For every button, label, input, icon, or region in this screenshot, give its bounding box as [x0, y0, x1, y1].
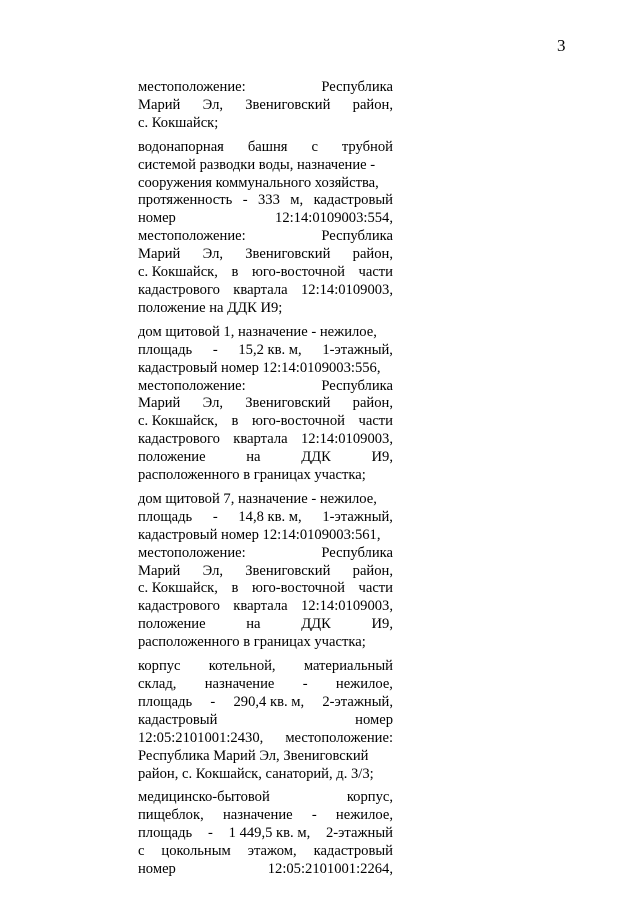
text-line	[138, 282, 393, 300]
text-segment: с	[138, 843, 145, 860]
text-segment: номер	[138, 210, 176, 227]
text-segment: с. Кокшайск,	[138, 264, 218, 281]
text-segment: этажом,	[247, 843, 297, 860]
text-segment: с. Кокшайск,	[138, 413, 218, 430]
text-segment: район,	[352, 96, 393, 113]
text-segment: дом щитовой 7, назначение - нежилое,	[138, 490, 377, 507]
text-segment: материальный	[303, 658, 393, 675]
text-segment: котельной,	[208, 658, 276, 675]
text-segment: юго-восточной	[251, 264, 345, 281]
text-segment: с	[311, 138, 318, 155]
text-segment: -	[210, 693, 216, 710]
text-segment: Республика	[321, 377, 393, 394]
paragraph	[138, 491, 393, 652]
text-segment: юго-восточной	[251, 580, 345, 597]
page-number: 3	[557, 36, 566, 55]
text-line	[138, 210, 393, 228]
text-segment: квартала	[233, 281, 288, 298]
text-line	[138, 807, 393, 825]
text-line	[138, 730, 393, 748]
text-segment: кадастровый	[313, 192, 393, 209]
text-segment: квартала	[233, 431, 288, 448]
text-segment: 2-этажный	[326, 825, 393, 842]
text-segment: 12:05:2101001:2264,	[267, 861, 393, 878]
text-segment: нежилое,	[335, 807, 393, 824]
text-segment: башня	[247, 138, 288, 155]
text-segment: -	[207, 825, 213, 842]
text-segment: корпус,	[346, 789, 393, 806]
text-segment: местоположение:	[138, 228, 246, 245]
text-segment: кадастровый номер 12:14:0109003:556,	[138, 359, 381, 376]
text-line	[138, 300, 393, 318]
text-segment: И9,	[371, 616, 393, 633]
text-segment: трубной	[341, 138, 393, 155]
text-line	[138, 616, 393, 634]
text-segment: район,	[352, 246, 393, 263]
text-segment: корпус	[138, 658, 181, 675]
text-line	[138, 694, 393, 712]
text-line	[138, 491, 393, 509]
text-line	[138, 192, 393, 210]
text-segment: Республика	[321, 544, 393, 561]
text-line	[138, 79, 393, 97]
text-segment: 12:14:0109003,	[300, 431, 393, 448]
text-line	[138, 413, 393, 431]
text-segment: положение	[138, 449, 206, 466]
text-line	[138, 843, 393, 861]
text-segment: 12:14:0109003:554,	[275, 210, 393, 227]
text-segment: номер	[138, 861, 176, 878]
text-line	[138, 395, 393, 413]
text-segment: ДДК	[301, 616, 331, 633]
text-line	[138, 431, 393, 449]
paragraph	[138, 324, 393, 485]
text-segment: 12:14:0109003,	[300, 598, 393, 615]
text-line	[138, 598, 393, 616]
text-line	[138, 563, 393, 581]
text-line	[138, 766, 393, 784]
text-segment: 1-этажный,	[322, 508, 393, 525]
text-segment: кадастрового	[138, 431, 220, 448]
text-segment: Марий	[138, 96, 181, 113]
text-line	[138, 157, 393, 175]
text-segment: на	[246, 616, 261, 633]
text-segment: в	[231, 580, 239, 597]
text-segment: ДДК	[301, 449, 331, 466]
text-segment: назначение	[222, 807, 293, 824]
text-segment: расположенного в границах участка;	[138, 634, 366, 651]
paragraph	[138, 139, 393, 318]
text-line	[138, 789, 393, 807]
text-segment: медицинско-бытовой	[138, 789, 270, 806]
text-line	[138, 748, 393, 766]
document-body	[138, 79, 393, 885]
text-line	[138, 228, 393, 246]
text-segment: местоположение:	[138, 79, 246, 95]
text-line	[138, 139, 393, 157]
text-segment: расположенного в границах участка;	[138, 467, 366, 484]
text-segment: -	[242, 192, 248, 209]
text-segment: 1-этажный,	[322, 341, 393, 358]
text-line	[138, 115, 393, 133]
paragraph	[138, 79, 393, 133]
text-segment: местоположение:	[285, 729, 393, 746]
text-segment: Эл,	[202, 562, 223, 579]
text-line	[138, 712, 393, 730]
text-line	[138, 378, 393, 396]
text-segment: в	[231, 264, 239, 281]
text-line	[138, 676, 393, 694]
text-segment: цокольным	[161, 843, 231, 860]
text-segment: части	[358, 413, 393, 430]
text-segment: дом щитовой 1, назначение - нежилое,	[138, 323, 377, 340]
text-segment: 15,2 кв. м,	[238, 341, 302, 358]
text-line	[138, 324, 393, 342]
text-line	[138, 658, 393, 676]
text-segment: кадастровый номер 12:14:0109003:561,	[138, 526, 381, 543]
text-segment: пищеблок,	[138, 807, 204, 824]
text-segment: в	[231, 413, 239, 430]
text-line	[138, 634, 393, 652]
text-segment: 12:14:0109003,	[300, 281, 393, 298]
text-segment: -	[302, 676, 308, 692]
text-segment: с. Кокшайск,	[138, 580, 218, 597]
text-segment: -	[212, 341, 218, 358]
text-segment: кадастрового	[138, 598, 220, 615]
text-segment: 14,8 кв. м,	[238, 508, 302, 525]
paragraph	[138, 789, 393, 879]
text-segment: части	[358, 580, 393, 597]
text-segment: юго-восточной	[251, 413, 345, 430]
text-segment: положение на ДДК И9;	[138, 299, 283, 316]
text-segment: площадь	[138, 693, 193, 710]
text-segment: водонапорная	[138, 138, 224, 155]
text-segment: район,	[352, 562, 393, 579]
text-segment: площадь	[138, 341, 193, 358]
text-segment: 12:05:2101001:2430,	[138, 729, 264, 746]
text-line	[138, 264, 393, 282]
text-segment: 333	[257, 192, 280, 209]
text-segment: положение	[138, 616, 206, 633]
text-segment: сооружения коммунального хозяйства,	[138, 174, 379, 191]
text-segment: 290,4 кв. м,	[233, 693, 305, 710]
text-line	[138, 175, 393, 193]
text-segment: Звениговский	[245, 96, 331, 113]
text-segment: кадастровый	[313, 843, 393, 860]
text-segment: -	[212, 508, 218, 525]
text-line	[138, 449, 393, 467]
text-segment: с. Кокшайск;	[138, 114, 219, 131]
text-segment: Республика	[321, 228, 393, 245]
text-segment: назначение	[204, 676, 275, 692]
text-segment: Звениговский	[245, 246, 331, 263]
text-segment: местоположение:	[138, 544, 246, 561]
text-segment: И9,	[371, 449, 393, 466]
text-segment: квартала	[233, 598, 288, 615]
text-segment: район,	[352, 395, 393, 412]
text-segment: м,	[290, 192, 304, 209]
text-segment: Марий	[138, 395, 181, 412]
text-line	[138, 527, 393, 545]
text-segment: протяженность	[138, 192, 233, 209]
text-line	[138, 97, 393, 115]
text-segment: Эл,	[202, 246, 223, 263]
paragraph	[138, 658, 393, 783]
text-segment: площадь	[138, 508, 193, 525]
text-line	[138, 467, 393, 485]
text-segment: части	[358, 264, 393, 281]
text-segment: нежилое,	[335, 676, 393, 692]
text-segment: Марий	[138, 562, 181, 579]
text-line	[138, 861, 393, 879]
text-segment: 2-этажный,	[322, 693, 393, 710]
text-line	[138, 825, 393, 843]
text-segment: район, с. Кокшайск, санаторий, д. 3/3;	[138, 765, 374, 782]
text-segment: Эл,	[202, 395, 223, 412]
text-line	[138, 545, 393, 563]
text-segment: -	[311, 807, 317, 824]
text-segment: системой разводки воды, назначение -	[138, 156, 376, 173]
text-segment: на	[246, 449, 261, 466]
text-segment: Республика Марий Эл, Звениговский	[138, 747, 369, 764]
text-segment: Эл,	[202, 96, 223, 113]
text-segment: кадастровый	[138, 711, 218, 728]
text-segment: 1 449,5 кв. м,	[228, 825, 311, 842]
text-segment: Звениговский	[245, 395, 331, 412]
text-line	[138, 509, 393, 527]
text-line	[138, 246, 393, 264]
text-segment: местоположение:	[138, 377, 246, 394]
text-segment: номер	[355, 711, 393, 728]
text-segment: Республика	[321, 79, 393, 95]
text-segment: Звениговский	[245, 562, 331, 579]
text-segment: склад,	[138, 676, 177, 692]
text-segment: площадь	[138, 825, 193, 842]
text-line	[138, 360, 393, 378]
text-segment: Марий	[138, 246, 181, 263]
text-line	[138, 580, 393, 598]
text-line	[138, 342, 393, 360]
text-segment: кадастрового	[138, 281, 220, 298]
